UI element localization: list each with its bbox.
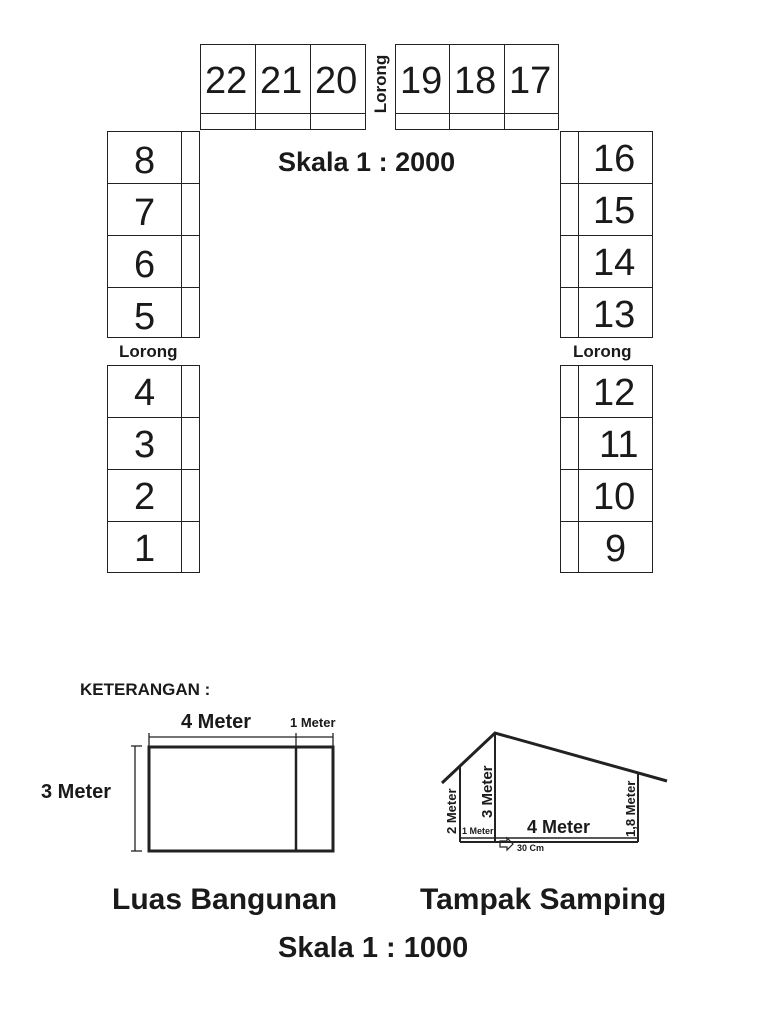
stall-front-strip xyxy=(200,113,256,130)
stall-front-strip xyxy=(181,521,200,573)
right-column-lower xyxy=(560,365,653,573)
stall-9 xyxy=(560,521,653,573)
stall-number: 18 xyxy=(454,60,497,102)
overhang-label: 1 Meter xyxy=(462,826,494,836)
stall-front-strip xyxy=(181,417,200,470)
stall-front-strip xyxy=(560,235,579,288)
right-column-upper xyxy=(560,131,653,338)
stall-16 xyxy=(560,131,653,184)
floor-depth-label: 3 Meter xyxy=(41,781,112,803)
stall-number: 5 xyxy=(134,296,156,338)
left-column-upper xyxy=(107,131,200,338)
stall-18 xyxy=(449,44,505,130)
stall-number: 2 xyxy=(134,476,156,518)
floor-plan-outline xyxy=(149,747,333,851)
stall-number: 3 xyxy=(134,424,156,466)
stall-front-strip xyxy=(181,183,200,236)
stall-5 xyxy=(107,287,200,338)
stall-11 xyxy=(560,417,653,470)
stall-front-strip xyxy=(181,235,200,288)
side-view-diagram xyxy=(430,720,680,860)
stall-2 xyxy=(107,469,200,522)
stall-6 xyxy=(107,235,200,288)
stall-3 xyxy=(107,417,200,470)
stall-front-strip xyxy=(560,131,579,184)
stall-number: 8 xyxy=(134,140,156,182)
stall-1 xyxy=(107,521,200,573)
stall-number: 7 xyxy=(134,192,156,234)
stall-14 xyxy=(560,235,653,288)
legend-scale-label: Skala 1 : 1000 xyxy=(278,932,469,964)
stall-number: 13 xyxy=(593,294,636,336)
stall-front-strip xyxy=(255,113,311,130)
stall-number: 20 xyxy=(315,60,358,102)
stall-number: 11 xyxy=(599,424,639,466)
stall-number: 10 xyxy=(593,476,636,518)
stall-22 xyxy=(200,44,256,130)
stall-15 xyxy=(560,183,653,236)
stall-4 xyxy=(107,365,200,418)
corridor-label-left: Lorong xyxy=(119,342,178,361)
stall-number: 15 xyxy=(593,190,636,232)
corridor-label-top: Lorong xyxy=(371,54,390,114)
stall-front-strip xyxy=(181,287,200,338)
side-view-caption: Tampak Samping xyxy=(420,883,667,916)
top-row-left xyxy=(200,44,366,130)
stall-number: 22 xyxy=(205,60,248,102)
post-offset-label: 30 Cm xyxy=(517,843,545,853)
stall-number: 12 xyxy=(593,372,636,414)
roof-line xyxy=(442,733,667,783)
map-scale-label: Skala 1 : 2000 xyxy=(278,147,456,177)
stall-number: 17 xyxy=(509,60,552,102)
stall-front-strip xyxy=(181,131,200,184)
stall-front-strip xyxy=(181,469,200,522)
top-row-right xyxy=(395,44,559,130)
stall-19 xyxy=(395,44,450,130)
stall-number: 9 xyxy=(605,528,627,570)
stall-20 xyxy=(310,44,366,130)
front-height-label: 2 Meter xyxy=(444,788,459,834)
corridor-label-right: Lorong xyxy=(573,342,632,361)
rear-height-label: 1,8 Meter xyxy=(623,780,638,837)
legend-heading: KETERANGAN : xyxy=(80,680,211,699)
stall-8 xyxy=(107,131,200,184)
floor-width-label: 4 Meter xyxy=(181,711,252,733)
floor-plan-caption: Luas Bangunan xyxy=(112,883,338,916)
stall-front-strip xyxy=(181,365,200,418)
floor-plan-diagram xyxy=(30,700,360,860)
stall-number: 1 xyxy=(134,528,156,570)
stall-front-strip xyxy=(504,113,559,130)
stall-21 xyxy=(255,44,311,130)
stall-front-strip xyxy=(560,469,579,522)
stall-12 xyxy=(560,365,653,418)
stall-front-strip xyxy=(560,183,579,236)
stall-10 xyxy=(560,469,653,522)
stall-front-strip xyxy=(560,287,579,338)
stall-front-strip xyxy=(310,113,366,130)
stall-front-strip xyxy=(560,417,579,470)
stall-17 xyxy=(504,44,559,130)
stall-number: 4 xyxy=(134,372,156,414)
left-column-lower xyxy=(107,365,200,573)
peak-height-label: 3 Meter xyxy=(479,765,496,818)
stall-number: 14 xyxy=(593,242,636,284)
stall-13 xyxy=(560,287,653,338)
stall-7 xyxy=(107,183,200,236)
floor-extra-label: 1 Meter xyxy=(290,715,336,730)
length-label: 4 Meter xyxy=(527,817,591,837)
offset-arrow-icon xyxy=(500,838,513,850)
stall-number: 21 xyxy=(260,60,303,102)
stall-number: 6 xyxy=(134,244,156,286)
stall-front-strip xyxy=(395,113,450,130)
stall-front-strip xyxy=(560,365,579,418)
stall-number: 19 xyxy=(400,60,443,102)
stall-front-strip xyxy=(449,113,505,130)
stall-front-strip xyxy=(560,521,579,573)
stall-number: 16 xyxy=(593,138,636,180)
